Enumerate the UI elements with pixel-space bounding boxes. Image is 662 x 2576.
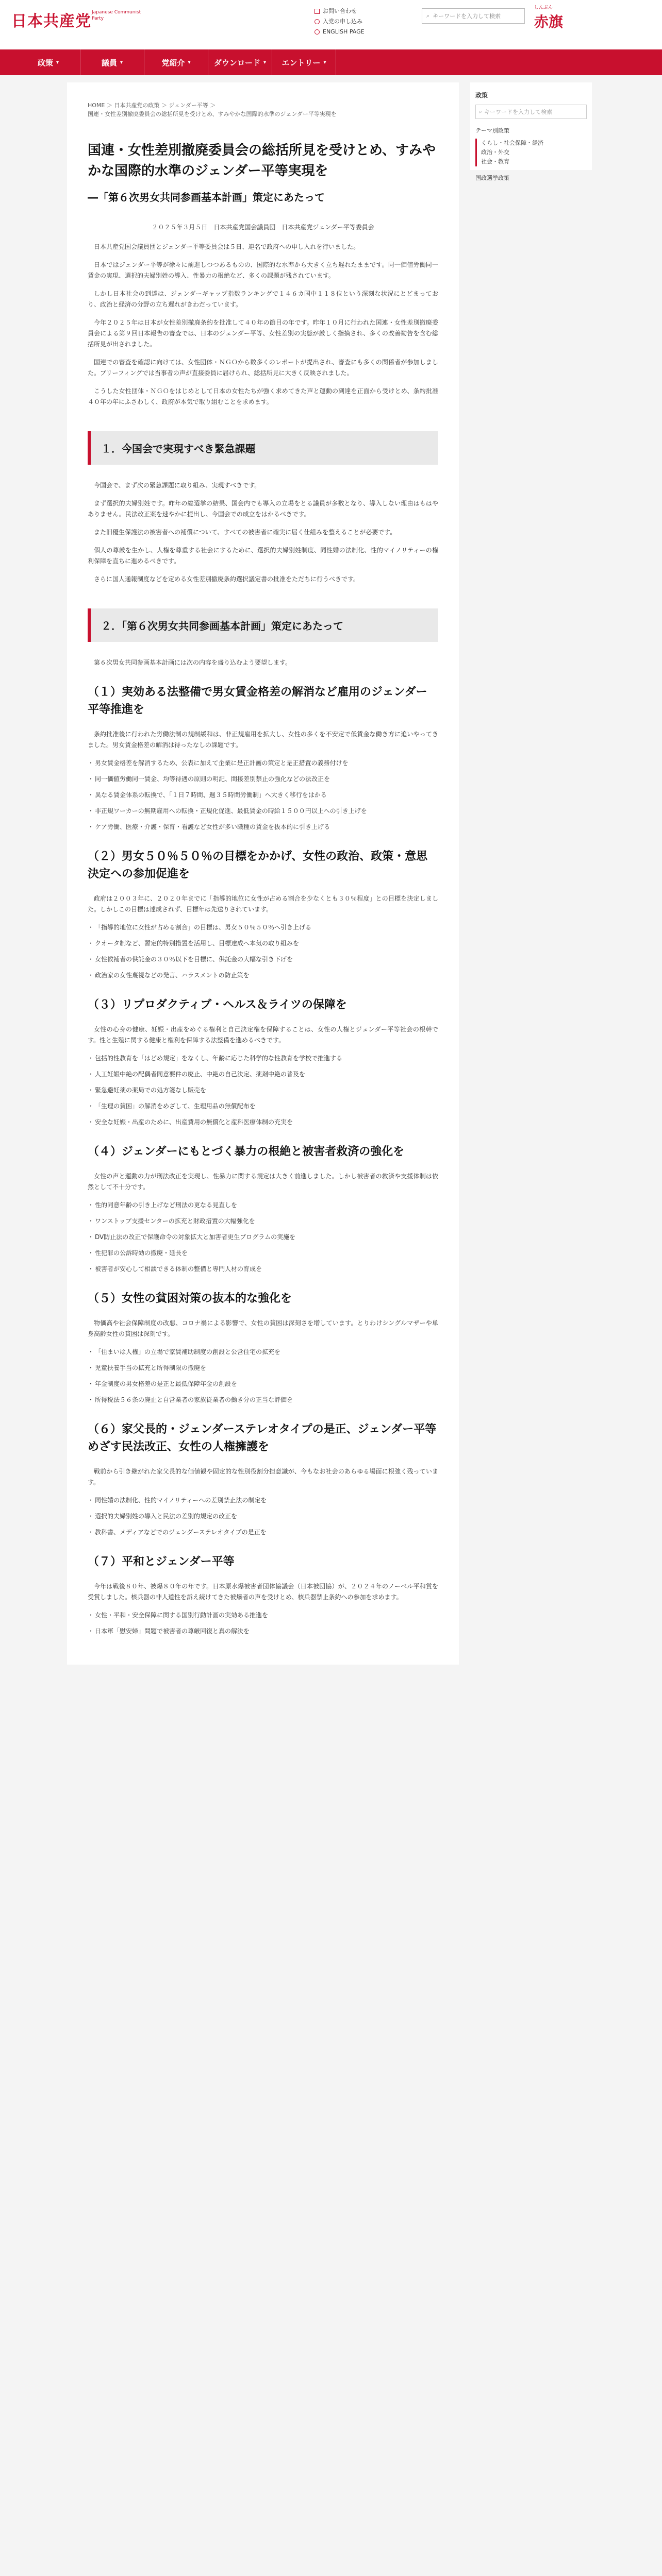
- list-item: ・ 所得税法５６条の廃止と自営業者の家族従業者の働き分の正当な評価を: [88, 1395, 438, 1405]
- intro-paragraph: こうした女性団体・ＮＧＯをはじめとして日本の女性たちが強く求めてきた声と運動の到達を正面から受けとめ、条約批准４０年の年にふさわしく、政府が本気で取り組むことを求めます。: [88, 387, 438, 405]
- globe-icon: [315, 29, 320, 35]
- subsection-heading: （５）女性の貧困対策の抜本的な強化を: [88, 1292, 292, 1305]
- article-meta: ２０２５年３月５日 日本共産党国会議員団 日本共産党ジェンダー平等委員会: [152, 224, 374, 231]
- sidebar-election-link[interactable]: [475, 174, 587, 182]
- nav-item-about[interactable]: [144, 49, 208, 75]
- main-nav: [0, 49, 662, 75]
- list-item: ・ 男女賃金格差を解消するため、公表に加えて企業に是正計画の策定と是正措置の義務付けを: [88, 758, 438, 769]
- search-icon: ⌕: [426, 12, 430, 19]
- list-item: ・ ワンストップ支援センターの拡充と財政措置の大幅強化を: [88, 1216, 438, 1227]
- list-item: ・ 緊急避妊薬の薬局での処方箋なし販売を: [88, 1085, 438, 1096]
- contact-link-label: お問い合わせ: [323, 8, 357, 14]
- list-item: ・ 人工妊娠中絶の配偶者同意要件の廃止、中絶の自己決定、薬剤中絶の普及を: [88, 1069, 438, 1080]
- subsection-heading: （７）平和とジェンダー平等: [88, 1555, 235, 1568]
- intro-paragraph: 日本共産党国会議員団とジェンダー平等委員会は５日、連名で政府への申し入れを行いました。: [94, 243, 360, 250]
- header-search-placeholder: キーワードを入力して検索: [433, 13, 501, 20]
- list-item: ・ 女性候補者の供託金の３０％以下を目標に、供託金の大幅な引き下げを: [88, 954, 438, 965]
- section-paragraph: 個人の尊厳を生かし、人権を尊重する社会にするために、選択的夫婦別姓制度、同性婚の法制化、性的マイノリティーの権利保障を直ちに進めるべきです。: [88, 547, 438, 565]
- list-item: ・ 女性・平和・安全保障に関する国別行動計画の実効ある推進を: [88, 1610, 438, 1621]
- subsection-paragraph: 物価高や社会保障制度の改悪、コロナ禍による影響で、女性の貧困は深刻さを増しています。とりわけシングルマザーや単身高齢女性の貧困は深刻です。: [88, 1319, 438, 1337]
- chevron-down-icon: ▾: [120, 59, 123, 65]
- header-search-input[interactable]: [422, 8, 525, 24]
- list-item: ・ 被害者が安心して相談できる体制の整備と専門人材の育成を: [88, 1264, 438, 1275]
- subsection-paragraph: 戦前から引き継がれた家父長的な価値観や固定的な性別役割分担意識が、今もなお社会のあらゆる場面に根強く残っています。: [88, 1468, 438, 1486]
- search-icon: ⌕: [479, 108, 483, 115]
- sidebar-title: 政策: [475, 92, 488, 99]
- person-icon: [315, 19, 320, 24]
- page-layout: [0, 75, 662, 1665]
- subsection-heading: （４）ジェンダーにもとづく暴力の根絶と被害者救済の強化を: [88, 1145, 405, 1158]
- nav-item-label: 党紹介: [161, 58, 185, 67]
- chevron-down-icon: ▾: [323, 59, 326, 65]
- contact-link[interactable]: [315, 6, 365, 16]
- list-item: ・ 包括的性教育を「はどめ規定」をなくし、年齢に応じた科学的な性教育を学校で推進する: [88, 1053, 438, 1064]
- subsection-paragraph: 条約批准後に行われた労働法制の規制緩和は、非正規雇用を拡大し、女性の多くを不安定で低賃金な働き方に追いやってきました。男女賃金格差の解消は待ったなしの課題です。: [88, 731, 438, 749]
- nav-item-label: 政策: [37, 58, 53, 67]
- list-item: ・ 日本軍「慰安婦」問題で被害者の尊厳回復と真の解決を: [88, 1626, 438, 1637]
- section-heading: ２．「第６次男女共同参画基本計画」策定にあたって: [88, 608, 438, 642]
- subsection-list: [88, 1495, 438, 1538]
- list-item: ・ 「住まいは人権」の立場で家賃補助制度の創設と公営住宅の拡充を: [88, 1347, 438, 1358]
- page-subtitle: ―「第６次男女共同参画基本計画」策定にあたって: [88, 191, 325, 204]
- list-item: ・ 年金制度の男女格差の是正と最低保障年金の創設を: [88, 1379, 438, 1389]
- sidebar-theme-list: [475, 139, 587, 166]
- section-paragraph: さらに国人通報制度などを定める女性差別撤廃条約選択議定書の批准をただちに行うべきです。: [94, 575, 360, 583]
- english-link[interactable]: [315, 27, 365, 37]
- party-logo-subtitle: Japanese Communist Party: [92, 10, 141, 21]
- site-header: [0, 0, 662, 49]
- join-link-label: 入党の申し込み: [323, 18, 362, 25]
- akahata-logo[interactable]: [534, 5, 563, 31]
- list-item: ・ 性的同意年齢の引き上げなど刑法の更なる見直しを: [88, 1200, 438, 1211]
- subsection-list: [88, 758, 438, 833]
- list-item: ・ 安全な妊娠・出産のために、出産費用の無償化と産科医療体制の充実を: [88, 1117, 438, 1128]
- subsection-list: [88, 1347, 438, 1405]
- subsection-list: [88, 1200, 438, 1275]
- akahata-logo-small: しんぶん: [534, 5, 553, 10]
- subsection-list: [88, 1610, 438, 1637]
- subsection-list: [88, 1053, 438, 1128]
- nav-item-label: 議員: [101, 58, 117, 67]
- list-item: ・ 同性婚の法制化、性的マイノリティーへの差別禁止法の制定を: [88, 1495, 438, 1506]
- subsection-paragraph: 女性の心身の健康、妊娠・出産をめぐる権利と自己決定権を保障することは、女性の人権とジェンダー平等社会の根幹です。性と生殖に関する健康と権利を保障する法整備を進めるべきです。: [88, 1026, 438, 1044]
- mail-icon: [315, 9, 320, 14]
- breadcrumb-line-2: 国連・女性差別撤廃委員会の総括所見を受けとめ、すみやかな国際的水準のジェンダー平等実現を: [88, 111, 337, 117]
- subsection-paragraph: 女性の声と運動の力が刑法改正を実現し、性暴力に関する規定は大きく前進しました。しかし被害者の救済や支援体制は依然として不十分です。: [88, 1173, 438, 1191]
- party-logo[interactable]: 日本共産党: [11, 12, 91, 30]
- list-item: ・ 性犯罪の公訴時効の撤廃・延長を: [88, 1248, 438, 1259]
- sidebar-search-placeholder: キーワードを入力して検索: [484, 109, 553, 115]
- sidebar-subtitle: テーマ別政策: [475, 127, 509, 134]
- chevron-down-icon: ▾: [188, 59, 191, 65]
- subsection-heading: （１）実効ある法整備で男女賃金格差の解消など雇用のジェンダー平等推進を: [88, 686, 427, 716]
- list-item: ・ 児童扶養手当の拡充と所得制限の撤廃を: [88, 1363, 438, 1374]
- header-links: [315, 6, 365, 37]
- subsection-paragraph: 政府は２００３年に、２０２０年までに「指導的地位に女性が占める割合を少なくとも３０％程度」との目標を決定しました。しかしこの目標は達成されず、目標年は先送りされています。: [88, 895, 438, 913]
- chevron-down-icon: ▾: [263, 59, 267, 65]
- breadcrumb: [88, 101, 438, 118]
- sidebar-search-input[interactable]: [475, 105, 587, 119]
- intro-paragraph: しかし日本社会の到達は、ジェンダーギャップ指数ランキングで１４６カ国中１１８位という深刻な状況にとどまっており、政治と経済の分野の立ち遅れがきわだっています。: [88, 290, 438, 308]
- list-item: ・ 選択的夫婦別姓の導入と民法の差別的規定の改正を: [88, 1511, 438, 1522]
- intro-paragraph: 日本ではジェンダー平等が徐々に前進しつつあるものの、国際的な水準から大きく立ち遅れたままです。同一価値労働同一賃金の実現、選択的夫婦別姓の導入、性暴力の根絶など、多くの課題が残されています。: [88, 261, 438, 279]
- section-paragraph: また旧優生保護法の被害者への補償について、すべての被害者に確実に届く仕組みを整えることが必要です。: [94, 529, 396, 536]
- nav-item-entry[interactable]: [272, 49, 336, 75]
- list-item: ・ ケア労働、医療・介護・保育・看護など女性が多い職種の賃金を抜本的に引き上げる: [88, 822, 438, 833]
- subsection-paragraph: 今年は戦後８０年、被爆８０年の年です。日本原水爆被害者団体協議会（日本被団協）が、２０２４年のノーベル平和賞を受賞しました。核兵器の非人道性を訴え続けてきた被爆者の声を受けとめ、核兵器禁止条約への参加を求めます。: [88, 1583, 438, 1601]
- list-item: ・ 異なる賃金体系の転換で、「１日７時間、週３５時間労働制」へ大きく移行をはかる: [88, 790, 438, 801]
- breadcrumb-line-1[interactable]: HOME ＞ 日本共産党の政策 ＞ ジェンダー平等 ＞: [88, 102, 216, 109]
- subsection-heading: （３）リプロダクティブ・ヘルス＆ライツの保障を: [88, 998, 347, 1011]
- list-item: ・ 非正規ワーカーの無期雇用への転換・正規化促進、最低賃金の時給１５００円以上への引き上げを: [88, 806, 438, 817]
- list-item: ・ 政治家の女性蔑視などの発言、ハラスメントの防止策を: [88, 970, 438, 981]
- subsection-heading: （６）家父長的・ジェンダーステレオタイプの是正、ジェンダー平等めざす民法改正、女性の人権擁護を: [88, 1423, 437, 1453]
- list-item: ・ 「生理の貧困」の解消をめざして、生理用品の無償配布を: [88, 1101, 438, 1112]
- section-paragraph: 第６次男女共同参画基本計画には次の内容を盛り込むよう要望します。: [94, 659, 292, 666]
- sidebar: [470, 82, 592, 181]
- english-link-label: ENGLISH PAGE: [323, 28, 365, 35]
- list-item: ・ 同一価値労働同一賃金、均等待遇の原則の明記、間接差別禁止の強化などの法改正を: [88, 774, 438, 785]
- sidebar-item[interactable]: 社会・教育: [481, 158, 509, 165]
- article-main: [67, 82, 459, 1665]
- sidebar-item[interactable]: 政治・外交: [481, 149, 509, 156]
- list-item: ・ 「指導的地位に女性が占める割合」の目標は、男女５０％５０％へ引き上げる: [88, 922, 438, 933]
- list-item: ・ 教科書、メディアなどでのジェンダーステレオタイプの是正を: [88, 1527, 438, 1538]
- nav-item-label: エントリー: [282, 58, 321, 67]
- akahata-logo-big: 赤旗: [534, 13, 564, 30]
- section-paragraph: まず選択的夫婦別姓です。昨年の総選挙の結果、国会内でも導入の立場をとる議員が多数となり、導入しない理由はもはやありません。民法改正案を速やかに提出し、今国会での成立をはかるべきです。: [88, 500, 438, 518]
- intro-paragraph: 今年２０２５年は日本が女性差別撤廃条約を批准して４０年の節目の年です。昨年１０月に行われた国連・女性差別撤廃委員会による第９回日本報告の審査では、日本のジェンダー平等、女性差別の実態が厳しく指摘され、多くの改善勧告を含む総括所見が出されました。: [88, 319, 438, 348]
- sidebar-election-link-label: 国政選挙政策: [475, 175, 509, 181]
- subsection-heading: （２）男女５０％５０％の目標をかかげ、女性の政治、政策・意思決定への参加促進を: [88, 850, 428, 880]
- section-heading: １．今国会で実現すべき緊急課題: [88, 431, 438, 465]
- section-paragraph: 今国会で、まず次の緊急課題に取り組み、実現すべきです。: [94, 482, 261, 489]
- nav-item-policy[interactable]: [16, 49, 80, 75]
- chevron-down-icon: ▾: [56, 59, 59, 65]
- page-title: 国連・女性差別撤廃委員会の総括所見を受けとめ、すみやかな国際的水準のジェンダー平等実現を: [88, 143, 436, 179]
- intro-paragraphs: [88, 242, 438, 408]
- list-item: ・ DV防止法の改正で保護命令の対象拡大と加害者更生プログラムの実施を: [88, 1232, 438, 1243]
- join-link[interactable]: [315, 16, 365, 27]
- nav-item-label: ダウンロード: [213, 58, 260, 67]
- nav-item-download[interactable]: [208, 49, 272, 75]
- list-item: ・ クオータ制など、暫定的特別措置を活用し、目標達成へ本気の取り組みを: [88, 938, 438, 949]
- subsection-list: [88, 922, 438, 981]
- nav-item-members[interactable]: [80, 49, 144, 75]
- sidebar-item[interactable]: くらし・社会保障・経済: [481, 140, 543, 146]
- intro-paragraph: 国連での審査を確認に向けては、女性団体・ＮＧＯから数多くのレポートが提出され、審査にも多くの関係者が参加しました。ブリーフィングでは当事者の声が直接委員に届けられ、総括所見に大きく反映されました。: [88, 359, 438, 377]
